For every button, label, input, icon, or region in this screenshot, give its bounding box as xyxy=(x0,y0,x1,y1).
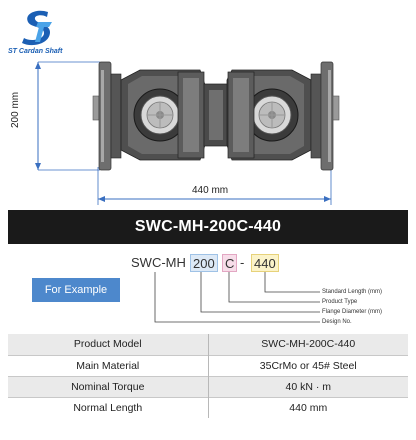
code-prefix: SWC-MH xyxy=(131,255,186,270)
model-title-bar: SWC-MH-200C-440 xyxy=(8,210,408,244)
height-dimension-label: 200 mm xyxy=(10,91,21,128)
spec-table xyxy=(8,334,408,418)
spec-label: Product Model xyxy=(8,334,208,355)
code-flange: 200 xyxy=(190,254,218,272)
length-dimension-label: 440 mm xyxy=(192,185,229,196)
logo-text: ST Cardan Shaft xyxy=(8,48,63,55)
spec-value: 35CrMo or 45# Steel xyxy=(208,355,408,376)
spec-label: Main Material xyxy=(8,355,208,376)
table-row xyxy=(8,334,408,355)
spec-value: 440 mm xyxy=(208,397,408,418)
code-type: C xyxy=(222,254,237,272)
legend-flange-diameter: Flange Diameter (mm) xyxy=(322,309,383,315)
table-row xyxy=(8,376,408,397)
cardan-shaft-drawing xyxy=(0,0,416,210)
table-row xyxy=(8,397,408,418)
legend-standard-length: Standard Length (mm) xyxy=(322,289,383,295)
spec-value: SWC-MH-200C-440 xyxy=(208,334,408,355)
code-dash: - xyxy=(240,255,245,270)
table-row xyxy=(8,355,408,376)
code-length: 440 xyxy=(251,254,279,272)
spec-value: 40 kN · m xyxy=(208,376,408,397)
spec-label: Normal Length xyxy=(8,397,208,418)
legend-design-no: Design No. xyxy=(322,319,352,325)
for-example-badge: For Example xyxy=(32,278,120,302)
spec-label: Nominal Torque xyxy=(8,376,208,397)
legend-product-type: Product Type xyxy=(322,299,358,305)
